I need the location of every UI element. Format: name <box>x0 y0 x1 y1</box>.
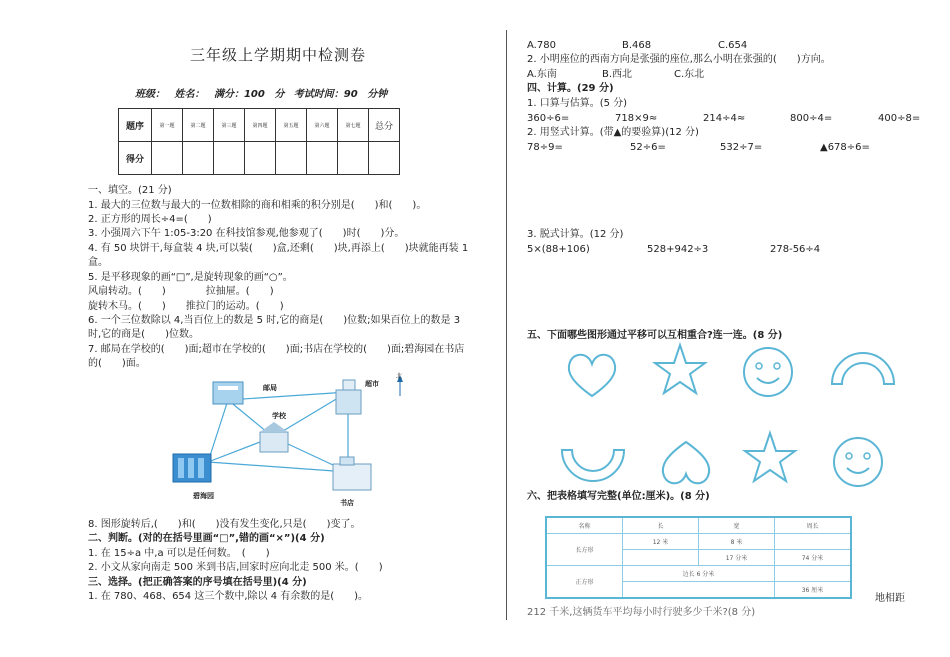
score-col-5: 第五题 <box>276 109 307 142</box>
question-4: 4. 有 50 块饼干,每盒装 4 块,可以装( )盒,还剩( )块,再添上( )块就能再装 1 <box>88 243 469 254</box>
table-row <box>119 109 400 142</box>
section-4-part-3: 3. 脱式计算。(12 分) <box>527 229 624 240</box>
score-cell[interactable] <box>245 142 276 175</box>
inverted-arch-icon[interactable] <box>558 438 628 498</box>
oral-calc-1: 360÷6= <box>527 113 570 124</box>
question-5: 5. 是平移现象的画“□”,是旋转现象的画“○”。 <box>88 272 293 283</box>
score-row-label: 题序 <box>119 109 152 142</box>
table-row <box>546 517 851 534</box>
table-cell: 边长 6 分米 <box>623 566 775 582</box>
inverted-heart-icon[interactable] <box>656 434 716 494</box>
heart-icon[interactable] <box>562 344 622 404</box>
table-cell[interactable]: 8 米 <box>699 534 775 550</box>
section-4-heading: 四、计算。(29 分) <box>527 83 614 94</box>
table-cell[interactable]: 17 分米 <box>699 550 775 566</box>
choice-1-option-c: C.654 <box>718 40 748 51</box>
map-label-school: 学校 <box>272 412 286 420</box>
smiley-face-icon[interactable] <box>828 432 888 492</box>
score-cell[interactable] <box>152 142 183 175</box>
choice-1-option-a: A.780 <box>527 40 556 51</box>
stepwise-calc-3: 278-56÷4 <box>770 244 821 255</box>
stepwise-calc-1: 5×(88+106) <box>527 244 590 255</box>
table-row <box>546 534 851 550</box>
choice-2-option-a: A.东南 <box>527 69 557 80</box>
table-cell[interactable]: 74 分米 <box>775 550 852 566</box>
supermarket-icon <box>336 380 361 414</box>
score-col-7: 第七题 <box>338 109 369 142</box>
arch-icon[interactable] <box>828 342 898 402</box>
question-1: 1. 最大的三位数与最大的一位数相除的商和相乘的积分别是( )和( )。 <box>88 200 427 211</box>
question-6: 6. 一个三位数除以 4,当百位上的数是 5 时,它的商是( )位数;如果百位上的数是 3 <box>88 315 461 326</box>
map-label-bookstore: 书店 <box>340 499 354 507</box>
table-header: 长 <box>623 517 699 534</box>
vertical-calc-2: 52÷6= <box>630 142 666 153</box>
dimension-table <box>545 516 852 599</box>
score-col-6: 第六题 <box>307 109 338 142</box>
section-4-part-2: 2. 用竖式计算。(带▲的要验算)(12 分) <box>527 127 699 138</box>
score-table <box>118 108 400 175</box>
table-cell[interactable] <box>775 534 852 550</box>
question-5-b: 旋转木马。( ) 推拉门的运动。( ) <box>88 301 284 312</box>
score-col-4: 第四题 <box>245 109 276 142</box>
smiley-face-icon[interactable] <box>738 342 798 402</box>
choice-2-option-b: B.西北 <box>602 69 633 80</box>
table-row <box>119 142 400 175</box>
table-header: 周长 <box>775 517 852 534</box>
map-label-garden: 碧海园 <box>193 492 214 500</box>
score-cell[interactable] <box>214 142 245 175</box>
question-4-cont: 盒。 <box>88 257 108 268</box>
question-6-cont: 时,它的商是( )位数。 <box>88 329 199 340</box>
score-cell[interactable] <box>369 142 400 175</box>
choice-2-option-c: C.东北 <box>674 69 705 80</box>
score-col-3: 第三题 <box>214 109 245 142</box>
table-cell[interactable]: 36 厘米 <box>775 582 852 599</box>
map-label-market: 超市 <box>365 380 379 388</box>
score-cell[interactable] <box>276 142 307 175</box>
oral-calc-4: 800÷4= <box>790 113 833 124</box>
question-7: 7. 邮局在学校的( )面;超市在学校的( )面;书店在学校的( )面;碧海园在书店 <box>88 344 465 355</box>
table-cell[interactable]: 12 米 <box>623 534 699 550</box>
bookstore-icon <box>333 457 371 490</box>
school-icon <box>260 422 288 452</box>
question-2: 2. 正方形的周长÷4=( ) <box>88 214 212 225</box>
header-info: 班级： 姓名： 满分：100 分 考试时间：90 分钟 <box>135 89 388 100</box>
score-cell[interactable] <box>183 142 214 175</box>
choice-1-option-b: B.468 <box>622 40 652 51</box>
star-icon[interactable] <box>650 340 710 400</box>
score-total-header: 总分 <box>369 109 400 142</box>
column-divider <box>506 30 507 620</box>
score-row-label: 得分 <box>119 142 152 175</box>
score-col-2: 第二题 <box>183 109 214 142</box>
row-label-square: 正方形 <box>546 566 623 599</box>
vertical-calc-1: 78÷9= <box>527 142 563 153</box>
section-4-part-1: 1. 口算与估算。(5 分) <box>527 98 628 109</box>
section-2-heading: 二、判断。(对的在括号里画“□”,错的画“×”)(4 分) <box>88 533 325 544</box>
tail-question-line: 212 千米,这辆货车平均每小时行驶多少千米?(8 分) <box>527 607 756 618</box>
question-5-a: 风扇转动。( ) 拉抽屉。( ) <box>88 286 274 297</box>
question-3: 3. 小强周六下午 1:05-3:20 在科技馆参观,他参观了( )时( )分。 <box>88 228 405 239</box>
judge-2: 2. 小文从家向南走 500 米到书店,回家时应向北走 500 米。( ) <box>88 562 383 573</box>
section-3-heading: 三、选择。(把正确答案的序号填在括号里)(4 分) <box>88 577 307 588</box>
oral-calc-5: 400÷8= <box>878 113 921 124</box>
page-title: 三年级上学期期中检测卷 <box>190 46 367 64</box>
table-row <box>546 566 851 582</box>
vertical-calc-4: ▲678÷6= <box>820 142 870 153</box>
score-col-1: 第一题 <box>152 109 183 142</box>
oral-calc-3: 214÷4≈ <box>703 113 746 124</box>
question-7-cont: 的( )面。 <box>88 358 146 369</box>
section-6-heading: 六、把表格填写完整(单位:厘米)。(8 分) <box>527 491 710 502</box>
location-map <box>168 372 413 512</box>
judge-1: 1. 在 15÷a 中,a 可以是任何数。 ( ) <box>88 548 270 559</box>
choice-2: 2. 小明座位的西南方向是张强的座位,那么小明在张强的( )方向。 <box>527 54 831 65</box>
section-5-heading: 五、下面哪些图形通过平移可以互相重合?连一连。(8 分) <box>527 330 783 341</box>
section-1-heading: 一、填空。(21 分) <box>88 185 172 196</box>
table-cell[interactable] <box>623 582 775 599</box>
table-cell[interactable] <box>623 550 699 566</box>
question-8: 8. 图形旋转后,( )和( )没有发生变化,只是( )变了。 <box>88 519 361 530</box>
table-header: 名称 <box>546 517 623 534</box>
map-label-north: 北 <box>396 373 403 380</box>
table-header: 宽 <box>699 517 775 534</box>
row-label-rectangle: 长方形 <box>546 534 623 566</box>
stepwise-calc-2: 528+942÷3 <box>647 244 709 255</box>
oral-calc-2: 718×9≈ <box>615 113 658 124</box>
star-icon[interactable] <box>740 428 800 488</box>
score-cell[interactable] <box>338 142 369 175</box>
post-office-icon <box>213 382 243 404</box>
table-cell[interactable] <box>775 566 852 582</box>
map-label-post: 邮局 <box>263 384 277 392</box>
choice-1: 1. 在 780、468、654 这三个数中,除以 4 有余数的是( )。 <box>88 591 369 602</box>
tail-text-right: 地相距 <box>875 593 905 604</box>
vertical-calc-3: 532÷7= <box>720 142 763 153</box>
score-cell[interactable] <box>307 142 338 175</box>
garden-building-icon <box>173 454 211 482</box>
